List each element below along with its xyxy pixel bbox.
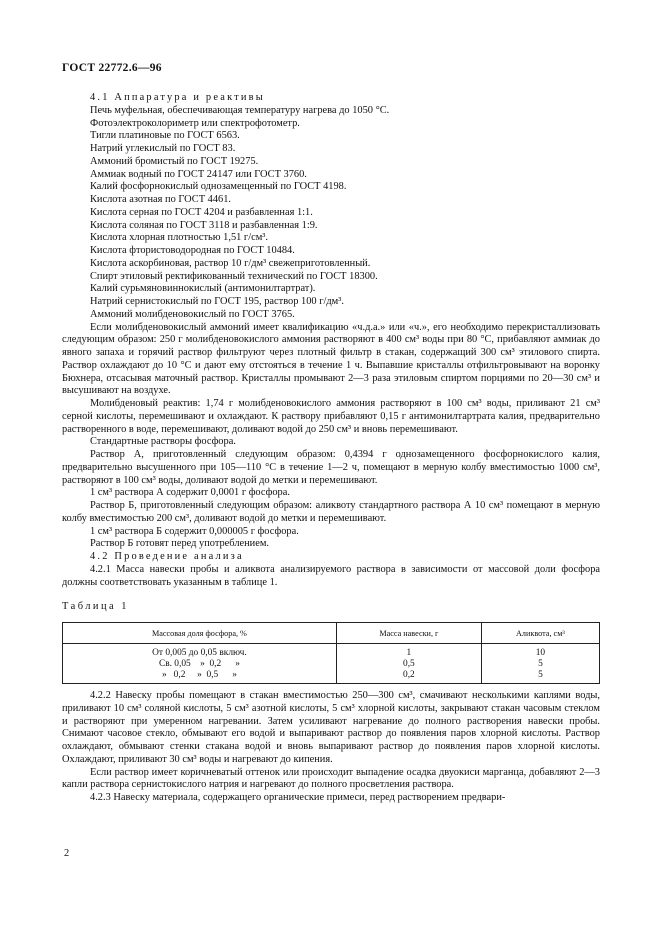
table-cell: 0,5 — [336, 659, 481, 670]
paragraph: Кислота серная по ГОСТ 4204 и разбавленная 1:1. — [90, 206, 313, 218]
table-row — [63, 670, 600, 684]
paragraph: Натрий углекислый по ГОСТ 83. — [90, 143, 236, 154]
table-header-cell: Массовая доля фосфора, % — [63, 623, 337, 644]
paragraphs-after-table — [62, 690, 600, 805]
table-cell: 5 — [481, 659, 599, 670]
paragraph: Аммиак водный по ГОСТ 24147 или ГОСТ 3760. — [90, 168, 307, 180]
table-cell: 0,2 — [336, 670, 481, 684]
paragraph: 1 см³ раствора Б содержит 0,000005 г фосфора. — [90, 525, 299, 537]
table-cell: 1 — [336, 644, 481, 660]
paragraph: Калий сурьмяновиннокислый (антимонилтартрат). — [90, 283, 316, 295]
paragraph: Тигли платиновые по ГОСТ 6563. — [90, 130, 240, 142]
paragraph: 4.2.2 Навеску пробы помещают в стакан вместимостью 250—300 см³, смачивают несколькими каплями воды, приливают 10 см³ соляной кислоты, 5 см³ азотной кислоты, 5 см³ хлорной кислоты, закрывают стакан часовым стеклом и растворяют при умеренном нагревании. Затем усиливают нагревание до полного растворения навески пробы. Снимают часовое стекло, обмывают его водой и выпаривают раствор до появления паров хлорной кислоты. Раствор охлаждают, обмывают стенки стакана водой и вновь выпаривают раствор до появления паров хлорной кислоты. Охлаждают, приливают 30 см³ воды и нагревают до кипения. — [62, 690, 600, 765]
paragraph: Кислота азотная по ГОСТ 4461. — [90, 194, 232, 205]
paragraph: Аммоний молибденовокислый по ГОСТ 3765. — [90, 308, 295, 320]
paragraph: Калий фосфорнокислый однозамещенный по ГОСТ 4198. — [90, 181, 347, 193]
table-row — [63, 659, 600, 670]
paragraphs-before-table — [62, 92, 600, 589]
paragraph: 1 см³ раствора А содержит 0,0001 г фосфора. — [90, 487, 290, 499]
paragraph: Если молибденовокислый аммоний имеет квалификацию «ч.д.а.» или «ч.», его необходимо перекристаллизовать следующим образом: 250 г молибденовокислого аммония растворяют в 400 см³ воды при 80 °С, прибавляют аммиак до явного запаха и горячий раствор фильтруют через плотный фильтр в стакан, содержащий 300 см³ этилового спирта. Раствор охлаждают до 10 °С и дают ему отстояться в течение 1 ч. Выпавшие кристаллы отфильтровывают на воронку Бюхнера, отсасывая маточный раствор. Кристаллы промывают 2—3 раза этиловым спиртом порциями по 20—30 см³ и высушивают на воздухе. — [62, 321, 600, 397]
document-body — [62, 92, 600, 805]
table-title: Таблица 1 — [62, 601, 129, 613]
table-cell: От 0,005 до 0,05 включ. — [63, 644, 337, 660]
table-header-cell: Аликвота, см³ — [481, 623, 599, 644]
paragraph: Натрий сернистокислый по ГОСТ 195, раствор 100 г/дм³. — [90, 296, 344, 307]
table-row — [63, 644, 600, 660]
table-header-row — [63, 623, 600, 644]
paragraph: Кислота соляная по ГОСТ 3118 и разбавленная 1:9. — [90, 219, 318, 231]
paragraph: Стандартные растворы фосфора. — [90, 436, 236, 448]
page-number: 2 — [64, 848, 70, 859]
paragraph: Раствор А, приготовленный следующим образом: 0,4394 г однозамещенного фосфорнокислого калия, предварительно высушенного при 105—110 °С в течение 1—2 ч, помещают в мерную колбу вместимостью 1000 см³, растворяют в 100 см³ воды, доливают водой до метки и перемешивают. — [62, 449, 600, 486]
paragraph: Кислота фтористоводородная по ГОСТ 10484. — [90, 245, 295, 256]
paragraph: Кислота хлорная плотностью 1,51 г/см³. — [90, 232, 268, 244]
paragraph: Печь муфельная, обеспечивающая температуру нагрева до 1050 °С. — [90, 104, 390, 116]
paragraph: Аммоний бромистый по ГОСТ 19275. — [90, 155, 259, 167]
paragraph: Если раствор имеет коричневатый оттенок или происходит выпадение осадка двуокиси марганца, добавляют 2—3 капли раствора сернистокислого натрия и нагревают до полного просветления раствора. — [62, 766, 600, 791]
paragraph: 4.2.3 Навеску материала, содержащего органические примеси, перед растворением предвари- — [90, 792, 506, 803]
paragraph: Молибденовый реактив: 1,74 г молибденовокислого аммония растворяют в 100 см³ воды, приливают 21 см³ серной кислоты, перемешивают и охлаждают. К раствору прибавляют 0,15 г антимонилтартрата калия, предварительно растворенного в воде, перемешивают, доливают водой до 250 см³ и вновь перемешивают. — [62, 398, 600, 435]
paragraph: Раствор Б готовят перед употреблением. — [90, 538, 270, 550]
table-1 — [62, 622, 600, 684]
paragraph: Спирт этиловый ректификованный технический по ГОСТ 18300. — [90, 270, 378, 282]
paragraph: Фотоэлектроколориметр или спектрофотометр. — [90, 117, 300, 129]
table-header-cell: Масса навески, г — [336, 623, 481, 644]
paragraph: Кислота аскорбиновая, раствор 10 г/дм³ свежеприготовленный. — [90, 257, 371, 269]
paragraph: 4.2.1 Масса навески пробы и аликвота анализируемого раствора в зависимости от массовой доли фосфора должны соответствовать указанным в таблице 1. — [62, 563, 600, 588]
table-cell: Св. 0,05 » 0,2 » — [63, 659, 337, 670]
paragraph: 4.2 Проведение анализа — [90, 551, 244, 562]
table-cell: » 0,2 » 0,5 » — [63, 670, 337, 684]
document-header: ГОСТ 22772.6—96 — [62, 62, 162, 74]
table-cell: 5 — [481, 670, 599, 684]
table-cell: 10 — [481, 644, 599, 660]
paragraph: 4.1 Аппаратура и реактивы — [90, 92, 265, 103]
paragraph: Раствор Б, приготовленный следующим образом: аликвоту стандартного раствора А 10 см³ помещают в мерную колбу вместимостью 200 см³, доливают водой до метки и перемешивают. — [62, 500, 600, 524]
